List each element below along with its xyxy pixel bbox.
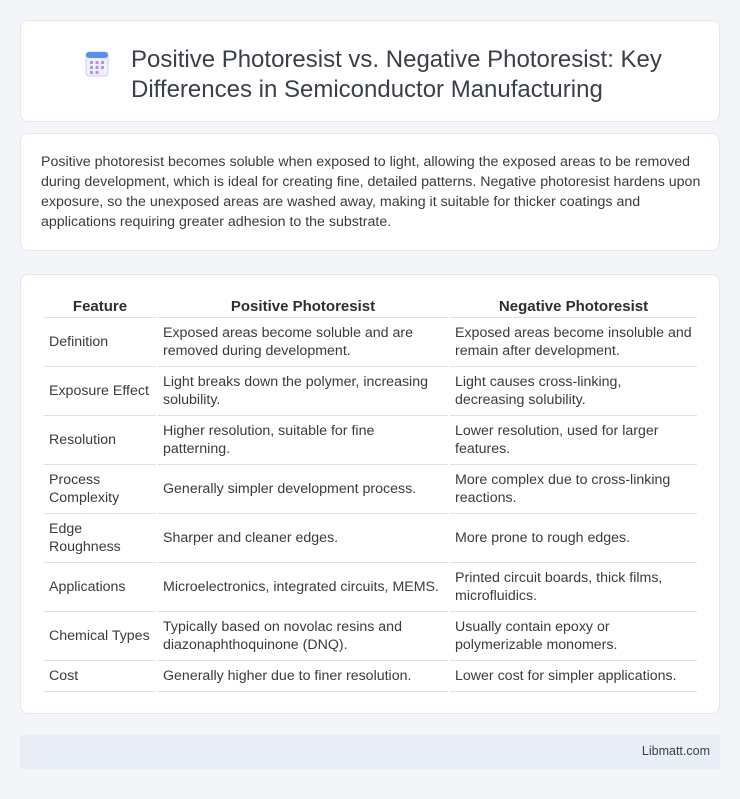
- row-negative: Usually contain epoxy or polymerizable monomers.: [450, 612, 697, 661]
- row-negative: Printed circuit boards, thick films, microfluidics.: [450, 563, 697, 612]
- page-title: Positive Photoresist vs. Negative Photoresist: Key Differences in Semiconductor Manufacturing: [131, 46, 662, 103]
- header-feature: Feature: [44, 293, 156, 318]
- table-row: [44, 416, 697, 465]
- table-row: [44, 318, 697, 367]
- header-card: [20, 20, 720, 122]
- table-row: [44, 661, 697, 692]
- row-feature: Resolution: [44, 416, 156, 465]
- row-feature: Process Complexity: [44, 465, 156, 514]
- table-row: [44, 563, 697, 612]
- row-positive: Exposed areas become soluble and are removed during development.: [158, 318, 448, 367]
- row-negative: Light causes cross-linking, decreasing solubility.: [450, 367, 697, 416]
- row-positive: Generally higher due to finer resolution.: [158, 661, 448, 692]
- row-positive: Light breaks down the polymer, increasing solubility.: [158, 367, 448, 416]
- row-feature: Applications: [44, 563, 156, 612]
- comparison-table-card: [20, 274, 720, 714]
- table-row: [44, 514, 697, 563]
- row-positive: Higher resolution, suitable for fine patterning.: [158, 416, 448, 465]
- row-feature: Edge Roughness: [44, 514, 156, 563]
- row-positive: Sharper and cleaner edges.: [158, 514, 448, 563]
- table-row: [44, 367, 697, 416]
- table-row: [44, 465, 697, 514]
- row-negative: More prone to rough edges.: [450, 514, 697, 563]
- row-feature: Cost: [44, 661, 156, 692]
- row-negative: Lower resolution, used for larger features.: [450, 416, 697, 465]
- row-negative: More complex due to cross-linking reactions.: [450, 465, 697, 514]
- row-feature: Chemical Types: [44, 612, 156, 661]
- row-positive: Microelectronics, integrated circuits, MEMS.: [158, 563, 448, 612]
- row-positive: Typically based on novolac resins and diazonaphthoquinone (DNQ).: [158, 612, 448, 661]
- document-calendar-icon: [83, 50, 111, 78]
- footer-site-link[interactable]: Libmatt.com: [641, 744, 710, 758]
- intro-paragraph: Positive photoresist becomes soluble when exposed to light, allowing the exposed areas to be removed during development, which is ideal for creating fine, detailed patterns. Negative photoresist hardens upon exposure, so the unexposed areas are washed away, making it suitable for thicker coatings and applications requiring greater adhesion to the substrate.: [41, 154, 701, 230]
- footer: [20, 735, 720, 769]
- table-header-row: [44, 293, 697, 318]
- row-feature: Definition: [44, 318, 156, 367]
- row-positive: Generally simpler development process.: [158, 465, 448, 514]
- intro-card: [20, 133, 720, 251]
- row-negative: Exposed areas become insoluble and remain after development.: [450, 318, 697, 367]
- comparison-table: [42, 293, 699, 692]
- row-negative: Lower cost for simpler applications.: [450, 661, 697, 692]
- header-positive: Positive Photoresist: [158, 293, 448, 318]
- header-negative: Negative Photoresist: [450, 293, 697, 318]
- row-feature: Exposure Effect: [44, 367, 156, 416]
- table-row: [44, 612, 697, 661]
